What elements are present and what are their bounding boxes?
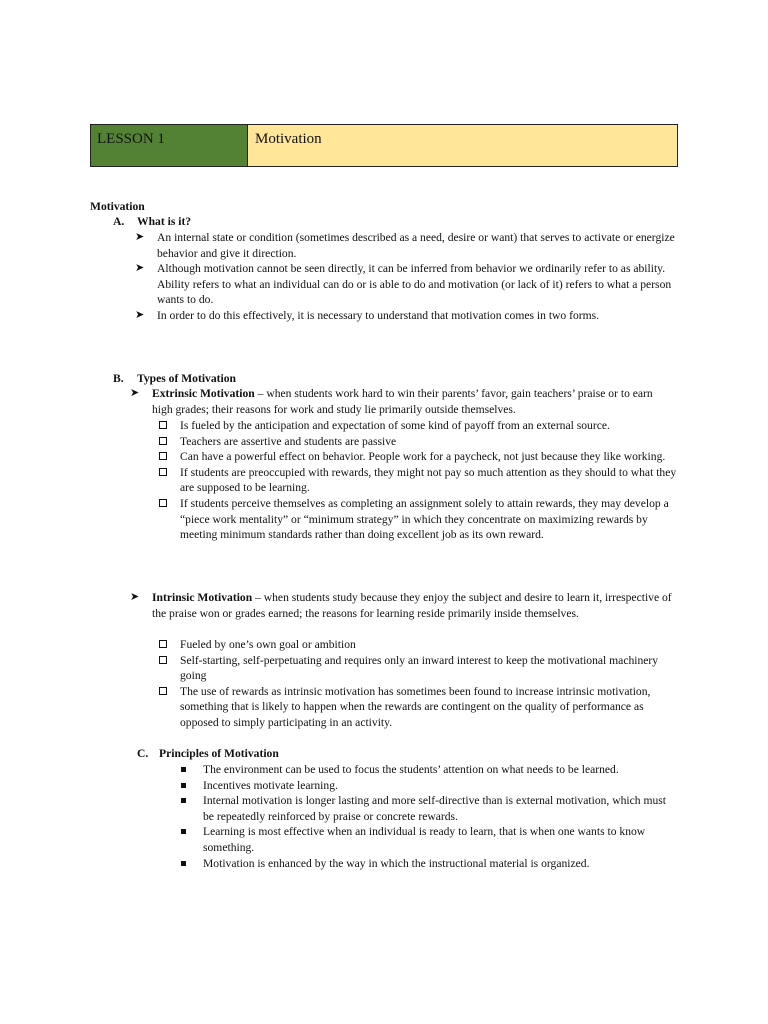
section-c-list xyxy=(203,762,679,871)
arrow-bullet-icon: ➤ xyxy=(135,308,145,321)
list-item-text: If students perceive themselves as completing an assignment solely to attain rewards, they may develop a “piece work mentality” or “minimum strategy” in which they concentrate on maximizing rewards by meeting minimum standards rather than doing excellent job as its own reward. xyxy=(180,496,669,542)
checkbox-bullet-icon xyxy=(159,468,167,476)
section-b-title: Types of Motivation xyxy=(137,372,236,385)
section-a-list xyxy=(135,230,677,324)
list-item xyxy=(203,762,679,778)
intrinsic-definition xyxy=(130,590,674,621)
checkbox-bullet-icon xyxy=(159,421,167,429)
list-item-text: Although motivation cannot be seen directly, it can be inferred from behavior we ordinarily refer to as ability. Ability refers to what an individual can do or is able to do and motivation (or lack of it) refers to what a person wants to do. xyxy=(157,262,672,307)
list-item xyxy=(203,856,679,872)
section-heading: Motivation xyxy=(90,200,145,213)
list-item-text: Self-starting, self-perpetuating and requires only an inward interest to keep the motivational machinery going xyxy=(180,653,659,683)
intrinsic-definition-text: – when students study because they enjoy the subject and desire to learn it, irrespective of the praise won or grades earned; the reasons for learning reside primarily inside themselves. xyxy=(152,591,672,620)
checkbox-bullet-icon xyxy=(159,656,167,664)
intrinsic-term: Intrinsic Motivation xyxy=(152,591,253,604)
extrinsic-points xyxy=(180,418,678,543)
list-item xyxy=(135,230,677,261)
list-item-text: Incentives motivate learning. xyxy=(203,778,338,792)
list-item-text: An internal state or condition (sometimes described as a need, desire or want) that serves to activate or energize behavior and give it direction. xyxy=(157,231,675,260)
checkbox-bullet-icon xyxy=(159,452,167,460)
list-item xyxy=(203,778,679,794)
list-item xyxy=(203,824,679,855)
section-a-title: What is it? xyxy=(137,215,192,228)
section-c-letter: C. xyxy=(137,747,149,760)
checkbox-bullet-icon xyxy=(159,687,167,695)
checkbox-bullet-icon xyxy=(159,640,167,648)
extrinsic-block xyxy=(130,386,674,417)
list-item-text: Can have a powerful effect on behavior. People work for a paycheck, not just because they like working. xyxy=(180,450,666,464)
arrow-bullet-icon: ➤ xyxy=(130,387,140,399)
arrow-bullet-icon: ➤ xyxy=(130,591,140,603)
list-item-text: If students are preoccupied with rewards, they might not pay so much attention as they should to what they are supposed to be learning. xyxy=(180,465,677,495)
square-bullet-icon xyxy=(181,861,186,866)
list-item-text: The environment can be used to focus the students’ attention on what needs to be learned. xyxy=(203,763,619,776)
list-item-text: Teachers are assertive and students are passive xyxy=(180,434,397,448)
arrow-bullet-icon: ➤ xyxy=(135,262,145,275)
list-item xyxy=(203,793,679,824)
list-item xyxy=(180,496,678,543)
list-item xyxy=(135,308,677,324)
section-a-letter: A. xyxy=(113,215,125,228)
list-item-text: Is fueled by the anticipation and expectation of some kind of payoff from an external source. xyxy=(180,419,610,432)
list-item-text: Motivation is enhanced by the way in which the instructional material is organized. xyxy=(203,856,590,870)
extrinsic-definition xyxy=(130,386,674,417)
list-item xyxy=(180,434,678,450)
list-item xyxy=(135,261,677,308)
list-item xyxy=(180,684,678,731)
list-item-text: Learning is most effective when an individual is ready to learn, that is when one wants to know something. xyxy=(203,825,646,854)
square-bullet-icon xyxy=(181,783,186,788)
list-item xyxy=(180,653,678,684)
list-item xyxy=(180,637,678,653)
square-bullet-icon xyxy=(181,767,186,772)
intrinsic-points xyxy=(180,637,678,731)
list-item xyxy=(180,449,678,465)
square-bullet-icon xyxy=(181,798,186,803)
lesson-header-table xyxy=(90,124,678,167)
list-item xyxy=(180,418,678,434)
lesson-title: Motivation xyxy=(248,125,677,166)
arrow-bullet-icon: ➤ xyxy=(135,231,145,243)
checkbox-bullet-icon xyxy=(159,437,167,445)
intrinsic-block xyxy=(130,590,674,621)
list-item-text: Fueled by one’s own goal or ambition xyxy=(180,638,356,651)
checkbox-bullet-icon xyxy=(159,499,167,507)
section-c-title: Principles of Motivation xyxy=(159,747,279,760)
extrinsic-term: Extrinsic Motivation xyxy=(152,387,255,400)
lesson-label: LESSON 1 xyxy=(91,125,248,166)
extrinsic-definition-text: – when students work hard to win their parents’ favor, gain teachers’ praise or to earn high grades; their reasons for work and study lie primarily outside themselves. xyxy=(152,387,653,416)
list-item-text: Internal motivation is longer lasting and more self-directive than is external motivation, which must be repeatedly reinforced by praise or concrete rewards. xyxy=(203,794,666,823)
list-item-text: In order to do this effectively, it is necessary to understand that motivation comes in two forms. xyxy=(157,308,600,322)
list-item xyxy=(180,465,678,496)
list-item-text: The use of rewards as intrinsic motivation has sometimes been found to increase intrinsic motivation, something that is likely to happen when the rewards are contingent on the quality of performance as opposed to simply participating in an activity. xyxy=(180,684,651,729)
section-b-letter: B. xyxy=(113,372,124,385)
square-bullet-icon xyxy=(181,829,186,834)
